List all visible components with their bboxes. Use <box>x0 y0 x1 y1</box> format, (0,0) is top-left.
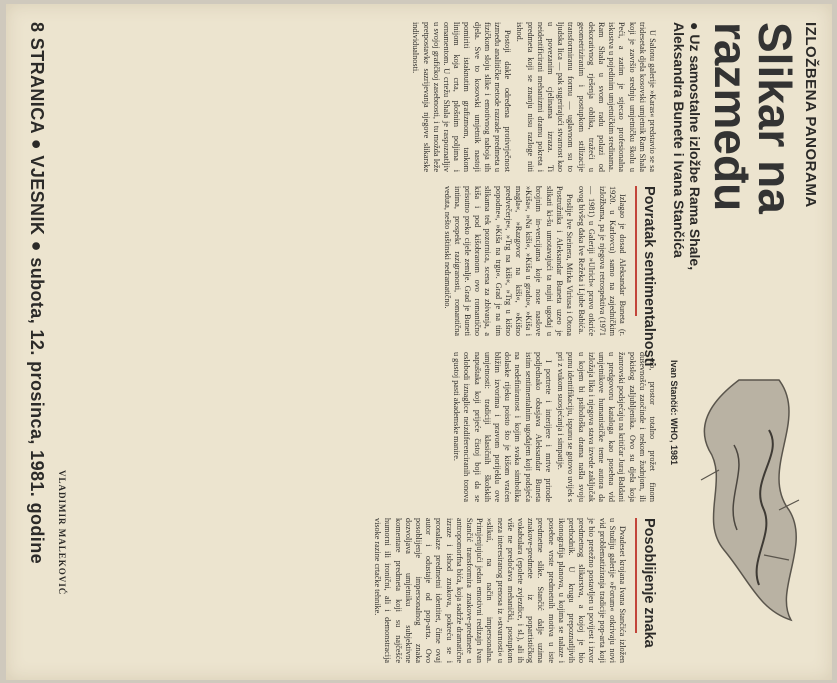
paragraph: I portrete i interijere i mrtve prirode podjednako obasjava Aleksandar Buneta istim sentimentalnim ugođajem koji podsjeća na nedefiniranost i kojim svaka simbolika dolaske rijeku poisto što je kišom vraćen bližim izvorima i pravom porijeklu ove umjetnosti: tradiciji klasičnih školskih napuštaka koji prijeće čistoj boji da se oslobodi iznaglice neizdiferenciranih tonova u gustoj pasti akademske manire. <box>452 352 553 502</box>
page-footer: 8 STRANICA ● VJESNIK ● subota, 12. prosinca, 1981. godine <box>27 22 47 565</box>
red-underline <box>635 186 637 316</box>
article-headline: Slikar na razmeđu <box>705 22 801 214</box>
text-column-1 <box>408 22 657 172</box>
text-column-3 <box>449 352 657 502</box>
section-title-2: Posoblijenje znaka <box>641 518 657 648</box>
red-underline <box>635 518 637 633</box>
paragraph: Dvadeset krojana Ivana Stančića izložen u Studiju galerije »Forum« otkrivaju novi vid problematiziranja tradicije pop-arta koji je bio pretežno postavljen u povijest i izvor predmetnog slikarstva, a kojoj je bio prethodnik. U krugu prepoznatljivih ikonografija planova, u kojima se nalaze i posebne vrste predmetnih motiva u iste predmetne slike. Stančić dalje uzima znakove-predmete iz popartističkog vokabulara (epolete zvjezdice, i sl.), ali ih više ne predočava mehanički, postupkom neza interesiranog prenosa iz »stvarnosti« u »slikuí, na način impersonalna. Primjenjujući jedan emotivni redizajn Ivan Stančić transformira znakove-predmete u antropomorfna bića, koja sadrže dramatične izraze i ishod znakova, pokreću se i pronalaze predmetni identitet, čime ovaj autor i odustaje od pop-arta. Ovo posoblijenje impersonalnog znaka dozvoljava umjetniku subjektivne komentare predmeta koji su najčešće humorni ili ironični, ali i demonstracija visoke razine crtačke tehnike. <box>373 518 627 663</box>
author-byline: VLADIMIR MALEKOVIĆ <box>57 470 67 596</box>
paragraph: Poslije Ive Steinera, Mirka Viriusa i Otona Postružnika i Aleksandar Buneta uzeo je slikati ki-šu umotavajući ta nujni ugođaj u brojnim in-vencijama koje nose naslove »Kiša«, »Na kiši«, »Kiša u gradu«, »Kiša i magla«, »Razgovor na kiši«, »Kišno predvečerje«, »Trg na kiši«, »Trg u kišno popodne«, »Kiša na trgu«. Grad je na tim slikama tek pozornica, scena za zbivanja, a kiša i pod kišobranom ovo romantično prisutno preko cijele zemlje. Grad je Buneti intima, prospekt razigranosti, romantična veduta, nešto suštinski nedramatično. <box>442 186 574 336</box>
paragraph: Izlagao je dosad Aleksandar Buneta (r. 1920. u Karlovcu) samo na zajedničkim izložbama, pa je njegova retrospektiva (1971 — 1981) u Galeriji »Ulrich« pravo otkriće ovog bivšeg đaka Ive Režeka i Ljube Babića. <box>577 186 627 336</box>
paragraph: no, prostor totalno prožet finom duševnošću zaočinde i nekom žudnjom, ili pokislog zaljubljenika. Ovo su djela koja žanrovski podsjećaju na kritičar Juraj Baldani u predgovoru kataloga kao posebna vid umjetnikove humanističke teme autora da izložaja lika i njegova stava izvede zaključak u kojem bi psihološka drama našla svoju punu identifikaciju, ispunu se gotovo uvijek s pri z vukom suosjećanja i simpatije. <box>556 352 657 502</box>
paragraph: Postoji dakle određena protivrječnost između analitičke metode razrade predmeta u fizičkom sloju slike i emotivnog naboja tih djela. Sve to kosovski umjetnik nastoji pomiriti istaknutim grafizmom, tankom linijom koja crta, plošnim poljima i ornamentom. U crtežu Shala je raspoznatljiv u svojoj grafičkoj zasebnosti, i tu možda leže pretpostavke sazrijevanja njegove slikarske individualnosti. <box>411 22 513 172</box>
artwork-drawing <box>684 360 819 660</box>
artwork-caption: Ivan Stančić: WHO, 1981 <box>669 360 679 466</box>
artwork-illustration <box>684 360 819 660</box>
text-column-2 <box>439 186 627 336</box>
paragraph: U Salonu galerije »Karas« predstavio se sa tridesetak djela kosovski umjetnik Ram Shala koji je završio srednju umjetničku školu u Peći, a zatim je stjecao profesionalna iskustva u pojedinim umjetničkim sredinama. Ram Shala u svom radu polazi od dekorativnog rješenja oblika, tražeći u geometriziranim i postupkom stilizacije transformiranu formu — uglavnom su to ljudska lica — pak sugerirajući stvarnost kao u povezanim cjelinama izraza. Ti neidentificirani mehanizmi dramu pokreta i predmeta koji se znanju nisu razloge niti ishod. <box>515 22 657 172</box>
text-column-4 <box>370 518 627 663</box>
section-kicker: IZLOŽBENA PANORAMA <box>802 22 819 208</box>
article-subhead: ● Uz samostalne izložbe Rama Shale, Aleksandra Bunete i Ivana Stančića <box>671 22 703 271</box>
section-title-1: Povratak sentimentalnosti <box>641 186 657 367</box>
